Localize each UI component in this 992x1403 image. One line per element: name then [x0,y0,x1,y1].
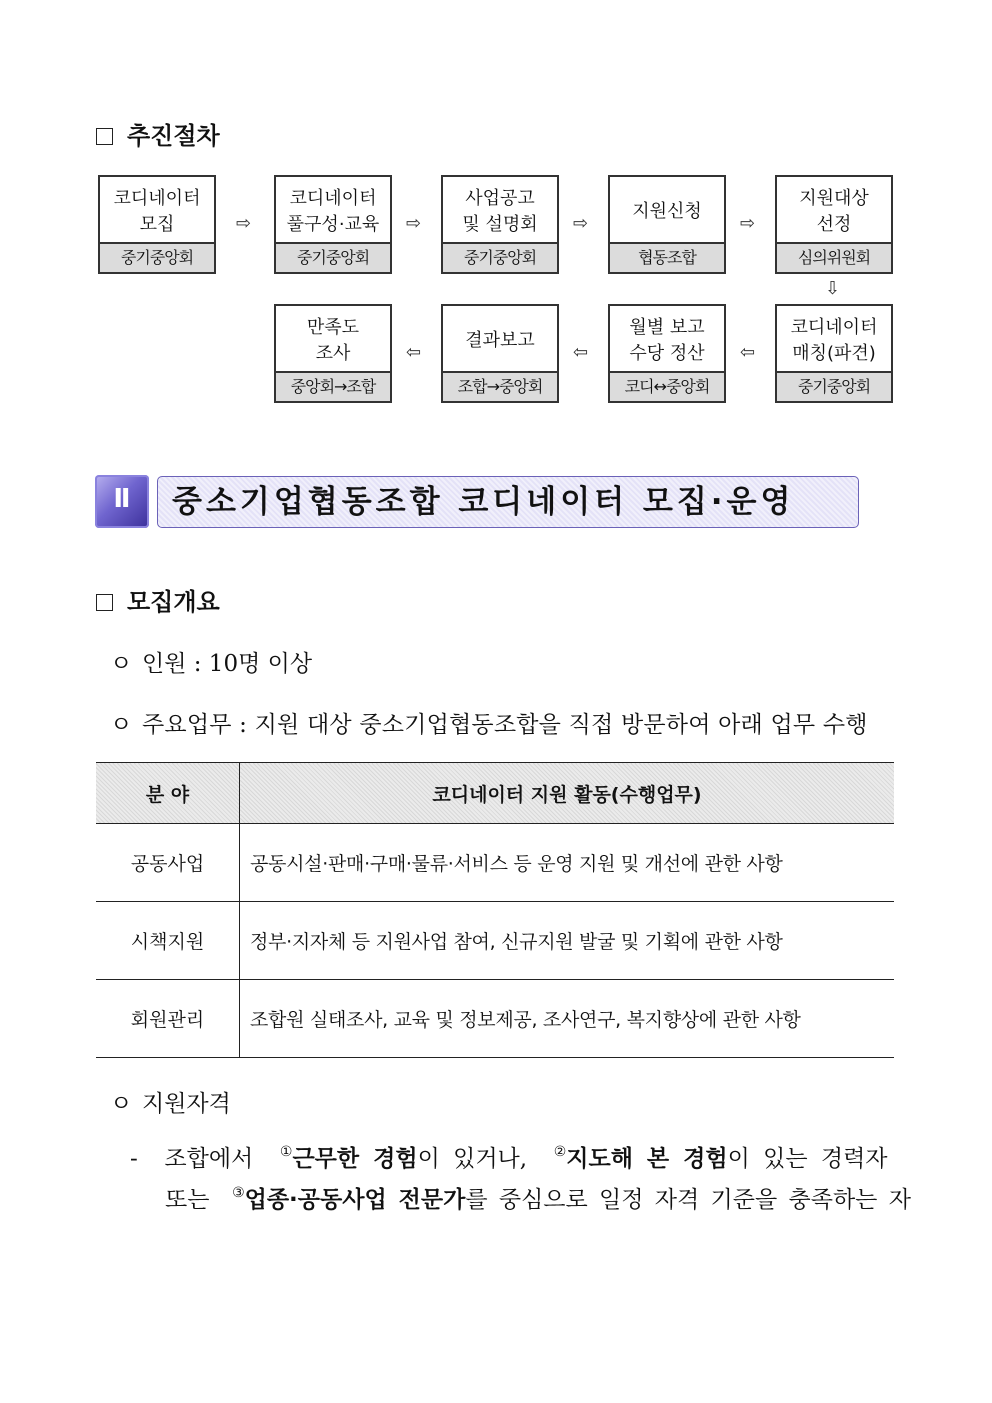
circled-number: ② [553,1144,567,1160]
flow-step-label: 월별 보고 수당 정산 [629,316,705,364]
bullet-marker: ㅇ [110,712,133,738]
qual-text: 이 있는 경력자 [727,1146,888,1172]
flow-step-owner: 중기중앙회 [443,242,557,272]
table-row [96,824,894,902]
flow-step-label: 지원대상 선정 [799,187,869,235]
flow-step-owner: 중기중앙회 [777,371,891,401]
qualification-line-1 [130,1140,896,1173]
circled-number: ① [279,1144,293,1160]
qual-text: 조합에서 [164,1146,254,1172]
arrow-down-icon: ⇩ [825,278,841,299]
arrow-left-icon: ⇦ [740,342,756,363]
table-header-activity: 코디네이터 지원 활동(수행업무) [240,763,895,824]
qual-emphasis: 업종·공동사업 전문가 [244,1187,466,1213]
qual-emphasis: 근무한 경험 [292,1146,418,1172]
circled-number: ③ [232,1185,245,1201]
arrow-left-icon: ⇦ [406,342,422,363]
arrow-right-icon: ⇨ [573,213,589,234]
qual-text: 또는 [165,1187,210,1213]
flow-step-label: 결과보고 [465,329,535,351]
flow-step-7 [608,304,726,403]
flow-step-1 [98,175,216,274]
table-row [96,902,894,980]
section-banner-title: 중소기업협동조합 코디네이터 모집·운영 [157,476,859,528]
bullet-qualification [110,1085,231,1118]
bullet-marker: ㅇ [110,651,133,677]
table-header-row [96,763,894,824]
flow-step-8 [441,304,559,403]
qual-text: 이 있거나, [417,1146,528,1172]
arrow-right-icon: ⇨ [740,213,756,234]
flow-step-owner: 심의위원회 [777,242,891,272]
duties-table [96,762,894,1058]
flow-step-9 [274,304,392,403]
arrow-right-icon: ⇨ [406,213,422,234]
bullet-text: 지원자격 [142,1091,231,1117]
flow-step-label: 만족도 조사 [306,316,360,364]
flow-step-owner: 조합→중앙회 [443,371,557,401]
section-title: 모집개요 [127,588,220,616]
qual-emphasis: 지도해 본 경험 [566,1146,728,1172]
table-cell-field: 시책지원 [96,902,240,980]
flow-step-5 [775,175,893,274]
flow-step-owner: 중앙회→조합 [276,371,390,401]
flow-step-2 [274,175,392,274]
flow-step-3 [441,175,559,274]
square-bullet-icon [96,594,113,611]
dash-marker: - [130,1146,138,1172]
flow-step-6 [775,304,893,403]
table-row [96,980,894,1058]
bullet-text: 주요업무 : 지원 대상 중소기업협동조합을 직접 방문하여 아래 업무 수행 [142,712,868,738]
flow-step-owner: 코디↔중앙회 [610,371,724,401]
qualification-line-2 [165,1181,911,1214]
flow-step-label: 지원신청 [632,200,702,222]
flow-step-label: 코디네이터 풀구성·교육 [286,187,380,235]
flow-step-label: 사업공고 및 설명회 [462,187,538,235]
table-cell-activity: 정부·지자체 등 지원사업 참여, 신규지원 발굴 및 기획에 관한 사항 [240,902,895,980]
table-cell-field: 공동사업 [96,824,240,902]
bullet-headcount [110,645,312,678]
flow-step-owner: 중기중앙회 [276,242,390,272]
section-heading-recruitment [96,582,220,617]
section-title: 추진절차 [127,122,220,150]
table-cell-activity: 공동시설·판매·구매·물류·서비스 등 운영 지원 및 개선에 관한 사항 [240,824,895,902]
square-bullet-icon [96,128,113,145]
section-heading-procedure [96,116,220,151]
bullet-marker: ㅇ [110,1091,133,1117]
table-header-field: 분 야 [96,763,240,824]
qual-text: 를 중심으로 일정 자격 기준을 충족하는 자 [465,1187,911,1213]
flow-step-4 [608,175,726,274]
arrow-right-icon: ⇨ [236,213,252,234]
flow-step-owner: 중기중앙회 [100,242,214,272]
arrow-left-icon: ⇦ [573,342,589,363]
flow-step-owner: 협동조합 [610,242,724,272]
table-cell-activity: 조합원 실태조사, 교육 및 정보제공, 조사연구, 복지향상에 관한 사항 [240,980,895,1058]
table-cell-field: 회원관리 [96,980,240,1058]
flow-step-label: 코디네이터 매칭(파견) [790,316,878,364]
section-number-badge: Ⅱ [95,475,149,528]
bullet-text: 인원 : 10명 이상 [142,651,313,677]
flow-step-label: 코디네이터 모집 [113,187,201,235]
bullet-duties [110,706,894,739]
